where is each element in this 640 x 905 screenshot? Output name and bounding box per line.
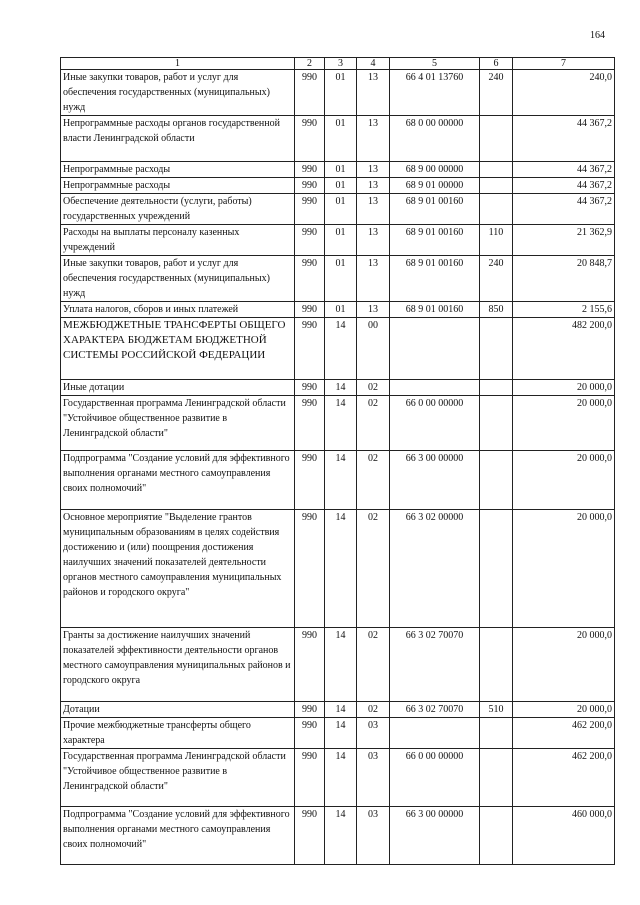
table-row <box>61 194 615 225</box>
cell-target: 66 3 02 70070 <box>390 702 480 718</box>
cell-target: 66 3 02 70070 <box>390 628 480 702</box>
cell-amount: 20 000,0 <box>513 702 615 718</box>
cell-type <box>480 396 513 451</box>
table-row <box>61 116 615 162</box>
column-header: 7 <box>513 58 615 70</box>
cell-amount: 462 200,0 <box>513 718 615 749</box>
row-name: Государственная программа Ленинградской области "Устойчивое общественное развитие в Ленинградской области" <box>61 396 295 451</box>
header-row <box>61 58 615 70</box>
cell-code: 990 <box>295 318 325 380</box>
cell-section: 14 <box>325 807 357 865</box>
cell-type: 240 <box>480 70 513 116</box>
row-name: Иные дотации <box>61 380 295 396</box>
cell-section: 01 <box>325 256 357 302</box>
cell-section: 14 <box>325 718 357 749</box>
cell-amount: 20 848,7 <box>513 256 615 302</box>
cell-subsection: 02 <box>357 451 390 510</box>
cell-type <box>480 628 513 702</box>
cell-target: 66 0 00 00000 <box>390 396 480 451</box>
table-row <box>61 70 615 116</box>
cell-amount: 44 367,2 <box>513 162 615 178</box>
cell-target: 68 9 00 00000 <box>390 162 480 178</box>
cell-code: 990 <box>295 162 325 178</box>
row-name: Гранты за достижение наилучших значений показателей эффективности деятельности органов местного самоуправления муниципальных районов и городского округа <box>61 628 295 702</box>
cell-section: 01 <box>325 194 357 225</box>
row-name: Расходы на выплаты персоналу казенных учреждений <box>61 225 295 256</box>
cell-subsection: 02 <box>357 702 390 718</box>
cell-amount: 240,0 <box>513 70 615 116</box>
column-header: 2 <box>295 58 325 70</box>
cell-type <box>480 451 513 510</box>
row-name: Прочие межбюджетные трансферты общего характера <box>61 718 295 749</box>
cell-type <box>480 510 513 628</box>
budget-table <box>60 57 615 865</box>
cell-amount: 44 367,2 <box>513 178 615 194</box>
cell-subsection: 00 <box>357 318 390 380</box>
cell-amount: 44 367,2 <box>513 116 615 162</box>
cell-amount: 462 200,0 <box>513 749 615 807</box>
table-row <box>61 178 615 194</box>
cell-subsection: 02 <box>357 510 390 628</box>
row-name: Иные закупки товаров, работ и услуг для обеспечения государственных (муниципальных) нужд <box>61 256 295 302</box>
cell-amount: 20 000,0 <box>513 396 615 451</box>
row-name: Обеспечение деятельности (услуги, работы) государственных учреждений <box>61 194 295 225</box>
cell-section: 14 <box>325 510 357 628</box>
cell-subsection: 02 <box>357 628 390 702</box>
cell-type <box>480 178 513 194</box>
cell-type <box>480 194 513 225</box>
cell-amount: 460 000,0 <box>513 807 615 865</box>
cell-section: 01 <box>325 225 357 256</box>
cell-section: 14 <box>325 451 357 510</box>
page-number: 164 <box>590 30 605 41</box>
table-row <box>61 628 615 702</box>
cell-section: 01 <box>325 162 357 178</box>
cell-code: 990 <box>295 302 325 318</box>
cell-type <box>480 380 513 396</box>
table-row <box>61 256 615 302</box>
cell-type: 240 <box>480 256 513 302</box>
cell-subsection: 13 <box>357 194 390 225</box>
cell-section: 01 <box>325 70 357 116</box>
cell-code: 990 <box>295 256 325 302</box>
row-name: Непрограммные расходы <box>61 178 295 194</box>
cell-type: 510 <box>480 702 513 718</box>
cell-target: 66 3 02 00000 <box>390 510 480 628</box>
column-header: 4 <box>357 58 390 70</box>
table-row <box>61 510 615 628</box>
cell-code: 990 <box>295 178 325 194</box>
row-name: Непрограммные расходы органов государственной власти Ленинградской области <box>61 116 295 162</box>
cell-amount: 20 000,0 <box>513 510 615 628</box>
cell-amount: 21 362,9 <box>513 225 615 256</box>
table-row <box>61 749 615 807</box>
column-header: 5 <box>390 58 480 70</box>
cell-subsection: 02 <box>357 396 390 451</box>
cell-type <box>480 318 513 380</box>
cell-code: 990 <box>295 628 325 702</box>
cell-type <box>480 162 513 178</box>
row-name: Подпрограмма "Создание условий для эффективного выполнения органами местного самоуправления своих полномочий" <box>61 451 295 510</box>
cell-target: 66 3 00 00000 <box>390 807 480 865</box>
cell-code: 990 <box>295 380 325 396</box>
row-name: Государственная программа Ленинградской области "Устойчивое общественное развитие в Ленинградской области" <box>61 749 295 807</box>
cell-section: 14 <box>325 380 357 396</box>
cell-amount: 20 000,0 <box>513 451 615 510</box>
table-row <box>61 162 615 178</box>
cell-section: 14 <box>325 702 357 718</box>
cell-subsection: 13 <box>357 162 390 178</box>
cell-target <box>390 318 480 380</box>
cell-subsection: 13 <box>357 116 390 162</box>
cell-subsection: 13 <box>357 302 390 318</box>
table-row <box>61 380 615 396</box>
cell-type <box>480 116 513 162</box>
cell-section: 14 <box>325 396 357 451</box>
row-name: Дотации <box>61 702 295 718</box>
cell-target: 68 9 01 00160 <box>390 225 480 256</box>
cell-target: 68 9 01 00160 <box>390 194 480 225</box>
table-row <box>61 225 615 256</box>
table-row <box>61 302 615 318</box>
table-row <box>61 718 615 749</box>
column-header: 3 <box>325 58 357 70</box>
cell-amount: 482 200,0 <box>513 318 615 380</box>
table-row <box>61 807 615 865</box>
cell-target: 68 9 01 00000 <box>390 178 480 194</box>
cell-type <box>480 749 513 807</box>
cell-target: 66 4 01 13760 <box>390 70 480 116</box>
cell-type <box>480 807 513 865</box>
cell-section: 01 <box>325 178 357 194</box>
row-name: Основное мероприятие "Выделение грантов муниципальным образованиям в целях содействия достижению и (или) поощрения достижения наилучших значений показателей деятельности органов местного самоуправления муниципальных районов и городского округа" <box>61 510 295 628</box>
cell-target: 66 3 00 00000 <box>390 451 480 510</box>
row-name: Иные закупки товаров, работ и услуг для обеспечения государственных (муниципальных) нужд <box>61 70 295 116</box>
row-name: МЕЖБЮДЖЕТНЫЕ ТРАНСФЕРТЫ ОБЩЕГО ХАРАКТЕРА БЮДЖЕТАМ БЮДЖЕТНОЙ СИСТЕМЫ РОССИЙСКОЙ ФЕДЕРАЦИИ <box>61 318 295 380</box>
cell-section: 14 <box>325 749 357 807</box>
table-row <box>61 702 615 718</box>
cell-code: 990 <box>295 451 325 510</box>
cell-code: 990 <box>295 718 325 749</box>
cell-code: 990 <box>295 510 325 628</box>
cell-type <box>480 718 513 749</box>
cell-target: 68 9 01 00160 <box>390 256 480 302</box>
column-header: 6 <box>480 58 513 70</box>
cell-section: 01 <box>325 302 357 318</box>
cell-code: 990 <box>295 116 325 162</box>
cell-target: 66 0 00 00000 <box>390 749 480 807</box>
cell-subsection: 02 <box>357 380 390 396</box>
table-row <box>61 396 615 451</box>
cell-subsection: 13 <box>357 225 390 256</box>
row-name: Подпрограмма "Создание условий для эффективного выполнения органами местного самоуправления своих полномочий" <box>61 807 295 865</box>
table-row <box>61 318 615 380</box>
cell-amount: 44 367,2 <box>513 194 615 225</box>
cell-code: 990 <box>295 702 325 718</box>
cell-section: 01 <box>325 116 357 162</box>
cell-subsection: 13 <box>357 70 390 116</box>
cell-type: 110 <box>480 225 513 256</box>
cell-target: 68 9 01 00160 <box>390 302 480 318</box>
cell-subsection: 03 <box>357 807 390 865</box>
cell-subsection: 13 <box>357 256 390 302</box>
cell-target <box>390 718 480 749</box>
cell-subsection: 13 <box>357 178 390 194</box>
cell-code: 990 <box>295 70 325 116</box>
cell-code: 990 <box>295 225 325 256</box>
row-name: Непрограммные расходы <box>61 162 295 178</box>
cell-subsection: 03 <box>357 718 390 749</box>
cell-target: 68 0 00 00000 <box>390 116 480 162</box>
cell-amount: 2 155,6 <box>513 302 615 318</box>
cell-code: 990 <box>295 396 325 451</box>
cell-amount: 20 000,0 <box>513 628 615 702</box>
cell-code: 990 <box>295 749 325 807</box>
cell-section: 14 <box>325 318 357 380</box>
cell-section: 14 <box>325 628 357 702</box>
cell-code: 990 <box>295 807 325 865</box>
column-header: 1 <box>61 58 295 70</box>
cell-subsection: 03 <box>357 749 390 807</box>
cell-code: 990 <box>295 194 325 225</box>
cell-amount: 20 000,0 <box>513 380 615 396</box>
cell-type: 850 <box>480 302 513 318</box>
cell-target <box>390 380 480 396</box>
table-row <box>61 451 615 510</box>
row-name: Уплата налогов, сборов и иных платежей <box>61 302 295 318</box>
